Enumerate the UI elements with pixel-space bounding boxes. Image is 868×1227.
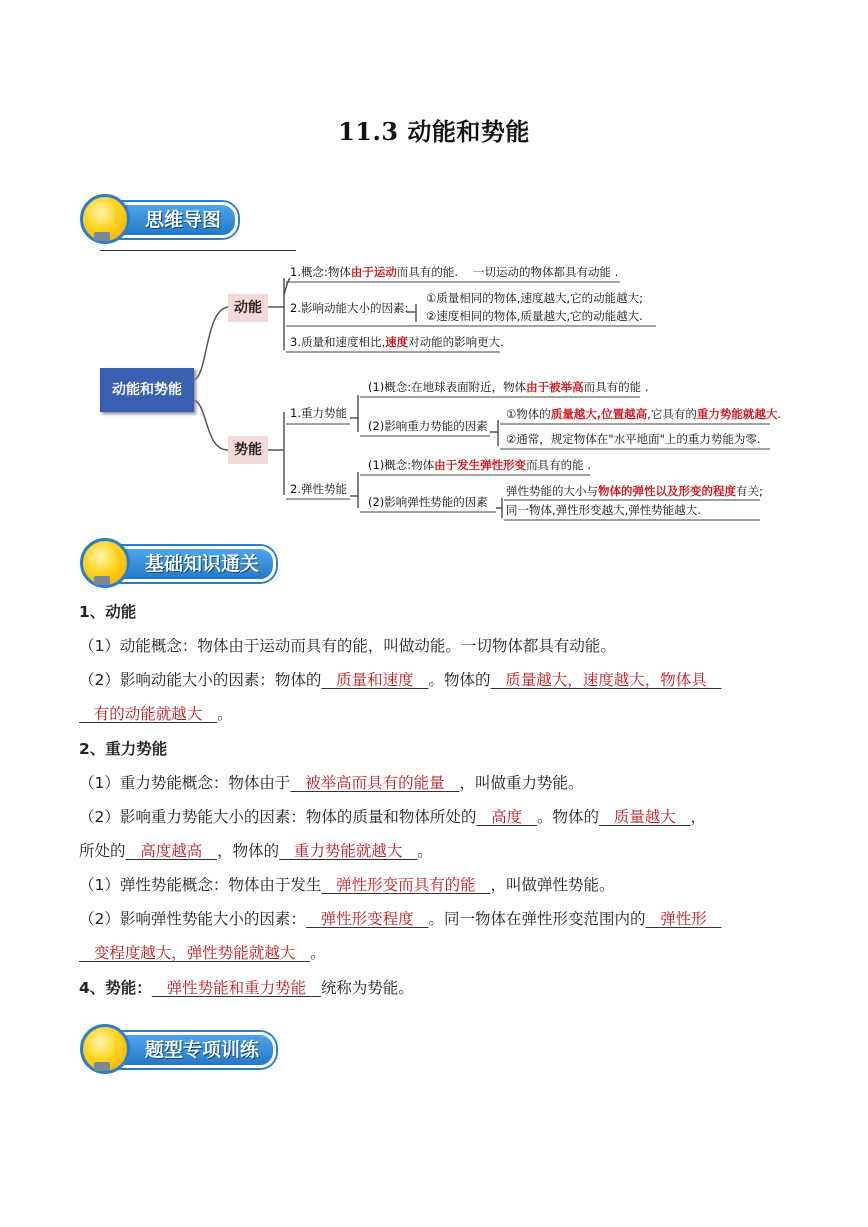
mind-map-elastic-factor-2: 同一物体,弹性形变越大,弹性势能越大.	[506, 503, 701, 517]
answer-blank: 高度越高	[140, 842, 203, 860]
section-badge-label: 基础知识通关	[102, 546, 276, 582]
answer-blank: 有的动能就越大	[93, 705, 203, 723]
text: (1)概念:在地球表面附近，物体	[368, 380, 527, 394]
lightbulb-base-icon	[94, 576, 110, 585]
text: 4、势能：	[79, 979, 152, 997]
paragraph-elastic-factors-cont	[79, 941, 326, 963]
page-title: 11.3 动能和势能	[338, 117, 530, 146]
section-badge-training	[80, 1020, 310, 1074]
text: （1）重力势能概念：物体由于	[79, 774, 291, 792]
mind-map-elastic-factors: (2)影响弹性势能的因素	[368, 495, 488, 509]
text: （2）影响动能大小的因素：物体的	[79, 671, 322, 689]
answer-blank: 质量和速度	[336, 671, 414, 689]
text: ①物体的	[506, 407, 551, 421]
answer-blank: 重力势能就越大	[293, 842, 403, 860]
answer-blank: 被举高而具有的能量	[305, 774, 445, 792]
mind-map-kinetic-note: 一切运动的物体都具有动能 .	[473, 265, 619, 279]
text: 。	[310, 944, 326, 962]
paragraph-gravity-concept	[79, 771, 583, 793]
answer-blank: 变程度越大，弹性势能就越大	[93, 944, 296, 962]
highlight: 由于被举高	[526, 380, 584, 394]
text: （1）弹性势能概念：物体由于发生	[79, 876, 322, 894]
paragraph-gravity-factors-cont	[79, 839, 433, 861]
text: 对动能的影响更大.	[408, 335, 504, 349]
mind-map-gravity-factor-1: ①物体的质量越大,位置越高,它具有的重力势能就越大.	[506, 407, 781, 421]
text: ,它具有的	[647, 407, 697, 421]
mind-map-gravity-concept	[368, 379, 648, 395]
text: (1)概念:物体	[368, 458, 435, 472]
text: ，	[690, 808, 707, 826]
mind-map-node-potential: 势能	[228, 436, 268, 464]
text: 3.质量和速度相比,	[290, 335, 386, 349]
answer-blank: 质量越大	[613, 808, 676, 826]
text: ，叫做重力势能。	[459, 774, 584, 792]
text: 。物体的	[536, 808, 599, 826]
section-badge-label: 题型专项训练	[102, 1032, 276, 1068]
answer-blank: 质量越大，速度越大，物体具	[505, 671, 707, 689]
answer-blank: 弹性形	[660, 910, 707, 928]
paragraph-kinetic-concept: （1）动能概念：物体由于运动而具有的能，叫做动能。一切物体都具有动能。	[79, 637, 616, 655]
highlight: 重力势能就越大	[696, 407, 778, 421]
section-badge-label: 思维导图	[102, 202, 238, 238]
text: （2）影响重力势能大小的因素：物体的质量和物体所处的	[79, 808, 477, 826]
mind-map-elastic-label: 2.弹性势能	[290, 482, 347, 496]
highlight: 物体的弹性以及形变的程度	[598, 484, 736, 498]
paragraph-kinetic-factors-cont	[79, 702, 233, 724]
highlight: 由于发生弹性形变	[434, 458, 527, 472]
text: （2）影响弹性势能大小的因素：	[79, 910, 306, 928]
mind-map-gravity-label: 1.重力势能	[290, 406, 347, 420]
text: 而具有的能 .	[583, 380, 649, 394]
text: ，物体的	[217, 842, 280, 860]
answer-blank: 弹性形变程度	[320, 910, 414, 928]
answer-blank: 弹性形变而具有的能	[336, 876, 476, 894]
lightbulb-base-icon	[94, 1062, 110, 1071]
mind-map-kinetic-factor-1: ①质量相同的物体,速度越大,它的动能越大;	[426, 291, 643, 305]
mind-map-node-kinetic: 动能	[228, 294, 268, 322]
text: 有关;	[736, 484, 763, 498]
paragraph-potential-summary	[79, 976, 414, 998]
mind-map-kinetic-factor-2: ②速度相同的物体,质量越大,它的动能越大.	[426, 309, 643, 323]
section-heading-gravity: 2、重力势能	[79, 740, 168, 758]
text: 。物体的	[428, 671, 491, 689]
paragraph-gravity-factors	[79, 805, 706, 827]
paragraph-elastic-concept	[79, 873, 614, 895]
section-badge-basics	[80, 534, 310, 588]
highlight: 质量越大,位置越高	[550, 407, 648, 421]
text: ，叫做弹性势能。	[490, 876, 615, 894]
paragraph-elastic-factors	[79, 907, 722, 929]
answer-blank: 高度	[491, 808, 523, 826]
mind-map-kinetic-concept	[290, 264, 458, 280]
text: 而具有的能 .	[526, 458, 591, 472]
mind-map-gravity-factors: (2)影响重力势能的因素	[368, 419, 488, 433]
paragraph-kinetic-factors	[79, 668, 722, 690]
mind-map-elastic-concept	[368, 457, 591, 473]
mind-map-kinetic-factors: 2.影响动能大小的因素:	[290, 301, 409, 315]
section-heading-kinetic: 1、动能	[79, 603, 137, 621]
text: 而具有的能.	[396, 265, 459, 279]
text: 1.概念:物体	[290, 265, 351, 279]
answer-blank: 弹性势能和重力势能	[166, 979, 307, 997]
text: 。	[417, 842, 433, 860]
text: 弹性势能的大小与	[506, 484, 598, 498]
mind-map-gravity-factor-2: ②通常，规定物体在"水平地面"上的重力势能为零.	[506, 432, 761, 446]
text: 。同一物体在弹性形变范围内的	[428, 910, 646, 928]
text: 所处的	[79, 842, 126, 860]
mind-map-elastic-factor-1	[506, 483, 763, 499]
text: 统称为势能。	[320, 979, 414, 997]
highlight: 速度	[385, 335, 409, 349]
highlight: 由于运动	[350, 265, 397, 279]
mind-map-kinetic-compare	[290, 334, 504, 350]
text: 。	[217, 705, 233, 723]
mind-map-root: 动能和势能	[100, 368, 194, 412]
